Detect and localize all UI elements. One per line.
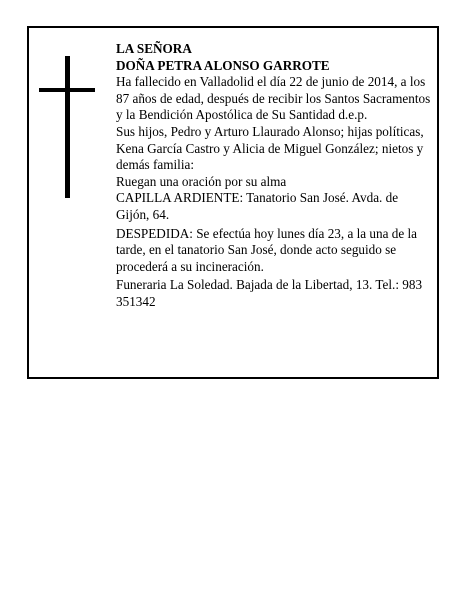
chapel-info: CAPILLA ARDIENTE: Tanatorio San José. Avda. de Gijón, 64. xyxy=(116,190,399,222)
family-members: Sus hijos, Pedro y Arturo Llaurado Alonso; hijas políticas, Kena García Castro y Alicia de Miguel González; nietos y demás familia: xyxy=(116,123,424,173)
notice-text-block xyxy=(116,41,434,311)
cross-horizontal-bar xyxy=(39,88,95,92)
prayer-request: Ruegan una oración por su alma xyxy=(116,173,287,189)
cross-vertical-bar xyxy=(65,56,70,198)
deceased-name: DOÑA PETRA ALONSO GARROTE xyxy=(116,57,330,73)
death-announcement: Ha fallecido en Valladolid el día 22 de junio de 2014, a los 87 años de edad, después de recibir los Santos Sacramentos y la Bendición Apostólica de Su Santidad d.e.p. xyxy=(116,74,431,123)
obituary-notice xyxy=(27,26,439,379)
notice-title-line-1: LA SEÑORA xyxy=(116,41,192,56)
farewell-info: DESPEDIDA: Se efectúa hoy lunes día 23, a la una de la tarde, en el tanatorio San José, donde acto seguido se procederá a su incineración. xyxy=(116,225,418,274)
funeral-home-info: Funeraria La Soledad. Bajada de la Libertad, 13. Tel.: 983 351342 xyxy=(116,277,423,309)
cross-icon xyxy=(39,56,95,198)
